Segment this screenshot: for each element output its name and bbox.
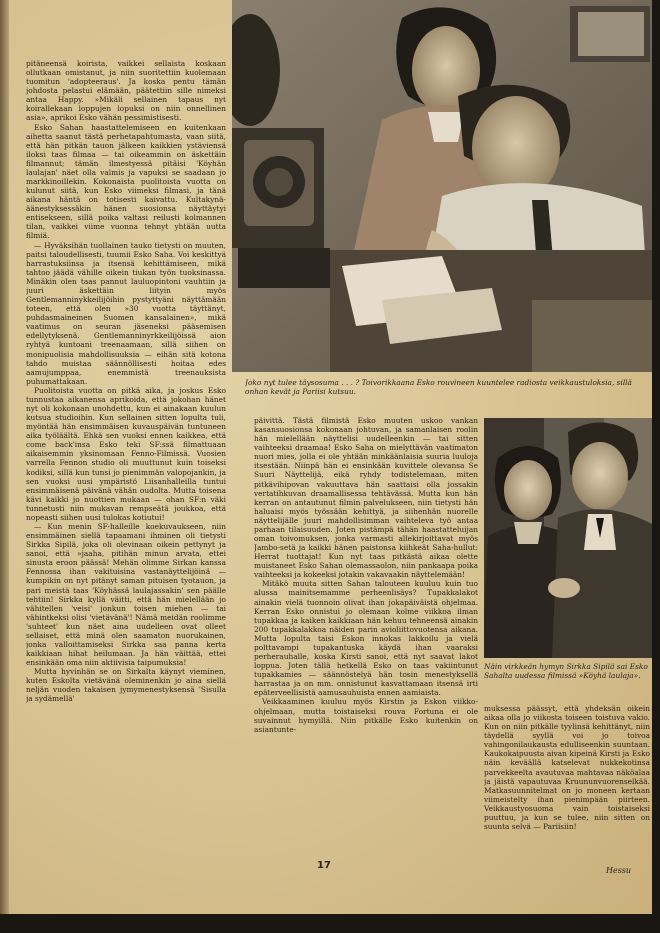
caption-right-photo: Näin virkkeän hymyn Sirkka Sipilä sai Esko Sahalta uudessa filmissä »Köyhä laulaja». bbox=[484, 662, 648, 680]
photo-couple-at-radio-image bbox=[232, 0, 652, 372]
paragraph: — Kun menin SF-halleille koekuvaukseen, niin ensimmäinen siellä tapaamani ihminen oli tietysti Sirkka Sipilä, joka oli olevinaan oikein pettynyt ja sanoi, että »jaaha, pitihän minun arvata, ettei sinusta eroon päässä! Mehän olimme Sirkan kanssa Fennossa ihan vakituisina vastanäyttelijöinä — kumpikin on nyt pitänyt saman pituisen tyotauon, ja pari meistä taas 'Köyhässä laulajassakin' sen päälle tehtiin! Sirkka kyllä väitti, että hän mielellään jo vähitellen 'veisi' jonkun toisen miehen — tai vähintkeksi olisi 'vietävänä'! Nämä meidän roolimme 'suhteet' kun näet aina uudelleen ovat olleet sellaiset, että minä olen saamaton nuorukainen, jonka valloittamiseksi Sirkka saa panna kerta kaikkiaan hihat heilumaan. Ja hän väittää, ettei ensinkään oma niin aktiivisia taipumuksia! bbox=[26, 521, 226, 668]
article-column-3 bbox=[484, 704, 650, 854]
paragraph: Mitäkö muuta sitten Sahan talouteen kuuluu kuin tuo alussa mainitsemamme perheenlisäys? Tupakkalakot ainakin vielä tuonnoin olivat ihan jokapäiväistä ohjelmaa. Kerran Esko onnistui jo olemaan kolme viikkoa ilman tupakkaa ja kaiken kaikkiaan hän kehuu tehneensä ainakin 200 tupakkalakkoa näiden parin avioliittovuotensa aikana. Mutta lopulta taisi Eskon innokas lakkoilu ja vielä polttavampi tupakantuska käydä ihan vaaraksi perherauhalle, koska Kirsti sanoi, että nyt saavat lakot loppua. Joten tällä hetkellä Esko on taas vakiintunut tupakkamies — säännöstelyä hän tosin menestyksellä harrastaa ja on mm. onnistunut kasvattamaan itsensä irti epäterveellisistä aamusauhuista ennen aamiaista. bbox=[254, 579, 478, 698]
article-column-2 bbox=[254, 416, 478, 856]
paragraph: pitäneensä koirista, vaikkei sellaista koskaan ollutkaan omistanut, ja niin suoritettiin kuolemaan tuomitun 'adopteeraus'. Ja koska pentu tämän johdosta pelastui elämään, päätettiin sille nimeksi antaa Happy. »Mikäli sellainen tapaus nyt koirallekaan loppujen lopuksi on niin onnellinen asia», aprikoi Esko vähän pessimistisesti. bbox=[26, 59, 226, 123]
paragraph: muksessa päässyt, että yhdeksän oikein aikaa olla jo viikosta toiseen toistuva vakio. Kun on niin pitkälle tyylinsä kehittänyt, niin täydellä syyllä voi jo toivoa vahingonilaukausta edulliseenkin suuntaan. Kaukokaipuusta aivan kipeinä Kirsti ja Esko näin keväällä katselevat nukkekotinsa parvekkeelta avautuvaa mahtavaa näköalaa ja jäistä vapautuvaa Kruununvuorenselkää. Matkasuunnitelmat on jo moneen kertaan viimeistelty ihan pienimpään piirteen. Veikkaustyosuoma vain toistaiseksi puuttuu, ja kun se tulee, niin sitten on suunta selvä — Pariisiin! bbox=[484, 704, 650, 832]
paragraph: Veikkaaminen kuuluu myös Kirstin ja Eskon viikko-ohjelmaan, mutta toistaiseksi rouva Fortuna ei ole suvainnut hymyillä. Niin pitkälle Esko kuitenkin on asiantunte- bbox=[254, 697, 478, 734]
photo-sirkka-and-esko-image bbox=[484, 418, 652, 658]
paragraph: Puolitoista vuotta on pitkä aika, ja joskus Esko tunnustaa aikanensa aprikoida, että jokohan hänet nyt oli kokonaan unohdettu, kun ei ainakaan kuulun kutsua studioihin. Kun sellainen sitten lopulta tuli, myöntää hän ensimmäisen kuvauspäivän tuntuneen aika työläältä. Ehkä sen vuoksi ennen kaikkea, että come back'insa Esko teki SF:ssä filmattuaan aikaisemmin yksinomaan Fenno-Filmissä. Vuosien varrella Fennon studio oli muuttunut kuin toiseksi kodiksi, sillä kun tunsi jo pienimmän valopojankin, ja sen vuoksi uusi ympäristö Liisanhalleilla tuntui ensimmäisenä päivänä vähän oudolta. Mutta toisena kävi kaikki jo nuottien mukaan — ohan SF:n väki tunnetusti niin mukavan rempseätä joukkoa, että nopeasti siihen uusi tulokas kotiutui! bbox=[26, 385, 226, 522]
photo-sirkka-and-esko bbox=[484, 418, 652, 658]
page-binding-shadow bbox=[0, 0, 9, 914]
author-signature: Hessu bbox=[606, 866, 632, 875]
page-number: 17 bbox=[317, 860, 331, 871]
paragraph: Mutta hyvinhän se on Sirkalta käynyt viemínen, kuten Eskolta vietävänä oleminenkin jo aina siellä neljän vuoden takaisen jymymenestyksensä 'Sisulla ja sydämellä' bbox=[26, 667, 226, 704]
paragraph: — Hyväksihän tuollainen tauko tietysti on muuten, paitsi taloudellisesti, tuumii Esko Saha. Voi keskittyä harrastuksiinsa ja itsensä kehittämiseen, mikä tahtoo jäädä vähille oikein tiukan työn tuoksinassa. Minäkin olen taas pannut lauluopintoni vauhtiin ja juuri äskettäin liityin myös Gentlemanninykkeilijöihin pystyttyäni näyttämään toteen, että olen »30 vuotta täyttänyt, puhdasmaineinen Suomen kansalainen», mikä vaatimus on seuran jäseneksi pääsemisen edellytyksenä. Gentlemanninyrkkeilijöissä aion ryhtyä kuntoani treenaamaan, sillä siihen on monipuolisia mahdollisuuksia — eihän sitä kotona tahdo muistaa säännöllisesti hoitaa edes aamujumppaa, enemmistä treenauksista puhumattakaan. bbox=[26, 240, 226, 386]
caption-top-photo: Joko nyt tulee täysosuma . . . ? Toivorikkaana Esko rouvineen kuuntelee radiosta veikkaustuloksia, sillä onhan kevät ja Pariisi kutsuu. bbox=[245, 378, 632, 396]
paragraph: Esko Sahan haastattelemiseen en kuitenkaan aihetta saanut tästä perhetapahtumasta, vaan siitä, että hän pitkän tauon jälkeen kaikkien ystäviensä iloksi taas filmaa — tai oikeammin on äskettäin filmannut; tämän ilmestyessä pitäisi 'Köyhän laulajan' näet olla valmis ja vapuksi se saadaan jo markkinoillekin. Kokonaista puolitoista vuotta on kulunut siitä, kun Esko viimeksi filmasi, ja tänä aikana häntä on totisesti kaivattu. Kultakynä-äänestyksessäkin hänen suosionsa näyttäytyi entisekseen, sillä poika valtasi reilusti kolmannen tilan, vaikkei viime vuonna tehnyt yhtään uutta filmiä. bbox=[26, 122, 226, 241]
paragraph: päivittä. Tästä filmistä Esko muuten uskoo vankan kasansuosionsa kokonaan johtuvan, ja samanlaisen roolin hän mielellään näyttelisi uudelleenkin — tai sitten vaihteeksi draamaa! Esko Saha on mielyttävän vaatimaton nuori mies, jolla ei ole yhtään minkäänlaisia suuria luuloja itsestään. Niinpä hän ei ensinkään kuvittele olevansa Se Suuri Näyttelijä, eikä ryhdy todistelemaan, miten pitkävihipovan vakuuttava hän saattaisi olla jossakin vertatihkuvan draamallisessa tehtävässä. Mutta kun hän kerran on antautunut filmin palvelukseen, niin tietysti hän haluaisi myös työssään kehittyä, ja siihenhän nuorelle näyttelijälle juuri mahdollisimman vaihteleva työ antaa parhaan tilaisuuden. Joten pistämpä tähän haastatteluijan oman toivomuksen, jonka varmasti allekirjoittavat myös Jambo-setä ja kaikki hänen paistonsa kiihkeät Saha-hullut: Herrat tuottajat! Kun nyt taas pitkästä aikaa olette muistaneet Esko Sahan olemassaolon, niin pankaapa poika vaihteeksi ja kokeeksi jotakin vakavaakin näyttelemään! bbox=[254, 416, 478, 580]
article-column-1 bbox=[26, 59, 226, 849]
photo-couple-at-radio bbox=[232, 0, 652, 372]
